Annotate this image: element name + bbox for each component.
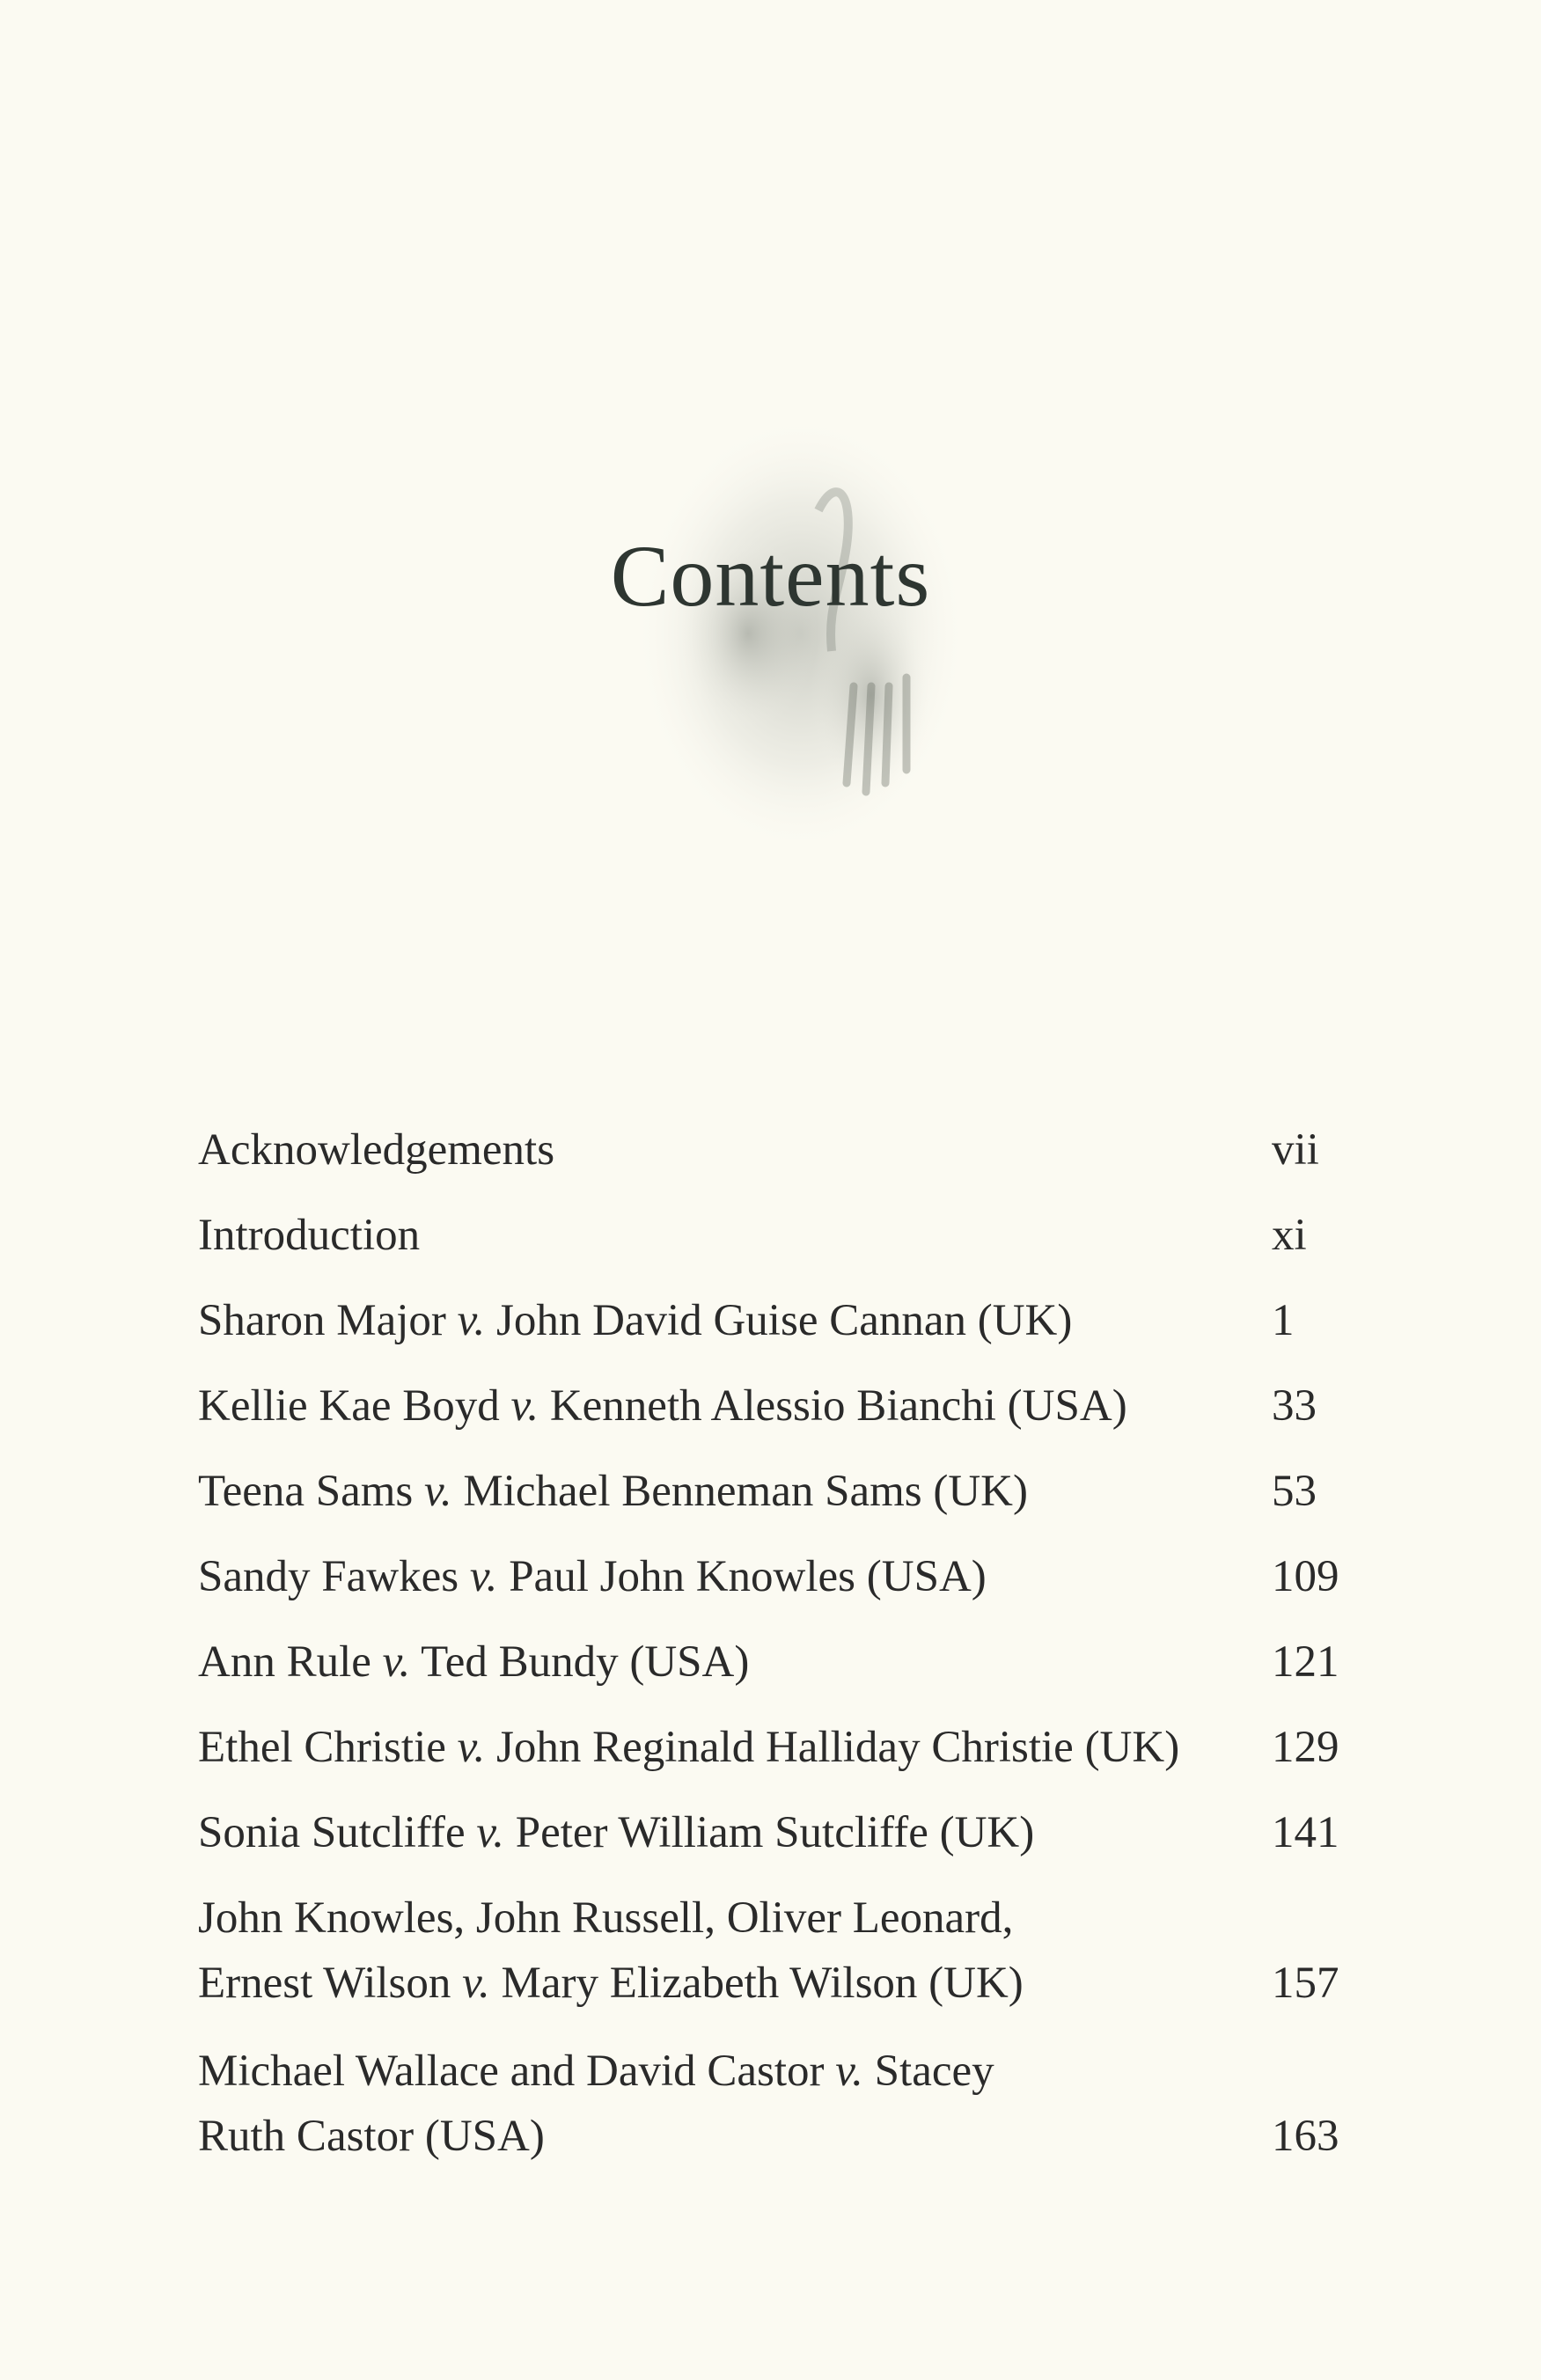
toc-entry-page-number: 121 (1272, 1637, 1339, 1687)
toc-entry-page-number: 129 (1272, 1723, 1339, 1772)
toc-entry-title: Teena Sams v. Michael Benneman Sams (UK) (198, 1467, 1028, 1516)
toc-entry-page-number: 141 (1272, 1808, 1339, 1857)
toc-entry (198, 1373, 1360, 1439)
toc-entry (198, 1629, 1360, 1695)
toc-entry-page-number: vii (1272, 1125, 1319, 1175)
toc-entry (198, 1288, 1360, 1353)
toc-entry-page-number: 33 (1272, 1381, 1317, 1431)
toc-entry-title: Sharon Major v. John David Guise Cannan (UK) (198, 1296, 1073, 1345)
toc-entry-page-number: 1 (1272, 1296, 1295, 1345)
toc-entry-page-number: 53 (1272, 1467, 1317, 1516)
toc-entry (198, 1715, 1360, 1780)
toc-entry (198, 1117, 1360, 1183)
toc-entry (198, 2039, 1360, 2169)
toc-entry-title: John Knowles, John Russell, Oliver Leonard, Ernest Wilson v. Mary Elizabeth Wilson (UK) (198, 1893, 1024, 2008)
toc-entry-title: Sandy Fawkes v. Paul John Knowles (USA) (198, 1552, 987, 1601)
toc-entry-title: Ann Rule v. Ted Bundy (USA) (198, 1637, 750, 1687)
toc-entry (198, 1886, 1360, 2016)
toc-entry (198, 1203, 1360, 1268)
toc-entry-title: Kellie Kae Boyd v. Kenneth Alessio Bianchi (USA) (198, 1381, 1127, 1431)
toc-entry (198, 1800, 1360, 1865)
toc-entry-title: Sonia Sutcliffe v. Peter William Sutcliffe (UK) (198, 1808, 1035, 1857)
page-title: Contents (610, 527, 931, 625)
toc-entry (198, 1459, 1360, 1524)
toc-entry-page-number: 163 (1272, 2112, 1339, 2161)
toc-entry-title: Ethel Christie v. John Reginald Halliday Christie (UK) (198, 1723, 1180, 1772)
toc-entry-page-number: xi (1272, 1211, 1307, 1260)
toc-entry-page-number: 157 (1272, 1959, 1339, 2008)
toc-entry-title: Acknowledgements (198, 1125, 555, 1175)
toc-entry-page-number: 109 (1272, 1552, 1339, 1601)
toc-entry-title: Michael Wallace and David Castor v. Stacey Ruth Castor (USA) (198, 2047, 994, 2161)
toc-entry (198, 1544, 1360, 1609)
table-of-contents (198, 1117, 1360, 2192)
toc-entry-title: Introduction (198, 1211, 421, 1260)
